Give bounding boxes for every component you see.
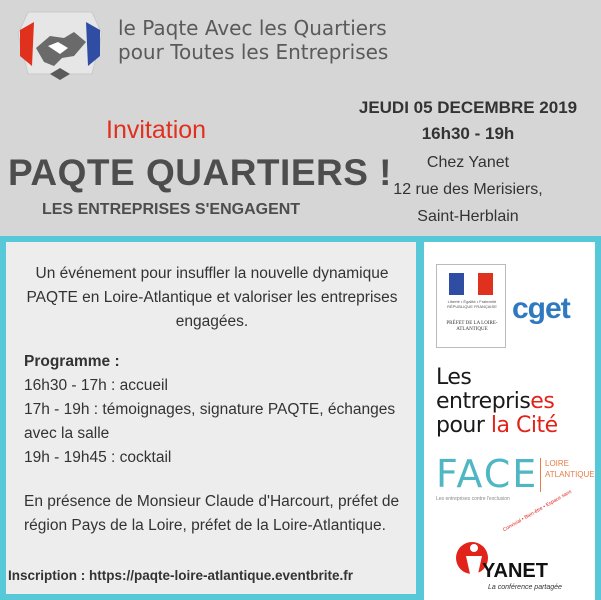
face-tagline: Les entreprises contre l'exclusion — [436, 496, 510, 502]
venue-city: Saint-Herblain — [417, 208, 519, 225]
republique-motto: Liberté • Égalité • Fraternité RÉPUBLIQUE FRANÇAISE — [447, 299, 497, 309]
yanet-tagline: La conférence partagée — [488, 584, 562, 591]
face-region-line1: LOIRE — [545, 459, 570, 468]
programme — [24, 350, 408, 470]
invitation-label: Invitation — [106, 116, 207, 144]
header-band — [0, 0, 601, 236]
intro-text: Un événement pour insuffler la nouvelle dynamique PAQTE en Loire-Atlantique et valoriser les entreprises engagées. — [26, 265, 398, 330]
cget-logo: cget — [512, 292, 570, 325]
venue-street: 12 rue des Merisiers, — [393, 181, 543, 198]
epc-line1: Les — [436, 365, 472, 390]
prefet-logo — [436, 264, 506, 348]
content-box — [6, 242, 416, 594]
sub-title: LES ENTREPRISES S'ENGAGENT — [42, 201, 301, 218]
epc-line2-b: es — [530, 389, 555, 414]
epc-line2-a: entrepris — [436, 389, 531, 414]
event-date: JEUDI 05 DECEMBRE 2019 — [358, 98, 578, 117]
yanet-word: YANET — [482, 560, 548, 582]
programme-item: 16h30 - 17h : accueil — [24, 377, 168, 394]
org-title-line1: le Paqte Avec les Quartiers — [118, 16, 387, 40]
event-time: 16h30 - 19h — [421, 124, 515, 143]
epc-line3 — [436, 414, 596, 438]
epc-line2 — [436, 390, 596, 414]
face-word: FACE — [436, 452, 539, 496]
french-flag-icon — [449, 273, 493, 295]
programme-item: 19h - 19h45 : cocktail — [24, 449, 172, 466]
venue-name: Chez Yanet — [426, 154, 510, 171]
epc-line3-b: la Cité — [490, 413, 558, 438]
programme-title: Programme : — [24, 353, 120, 370]
body-panel — [0, 236, 601, 600]
entreprises-pour-la-cite-logo — [436, 366, 596, 438]
programme-item: 17h - 19h : témoignages, signature PAQTE, échanges avec la salle — [24, 401, 396, 442]
yanet-mini-text: Convivial • Bien-être • Espace sans — [502, 488, 573, 534]
face-region-line2: ATLANTIQUE — [545, 470, 595, 479]
presence-text: En présence de Monsieur Claude d'Harcourt, préfet de région Pays de la Loire, préfet de la Loire-Atlantique. — [24, 493, 400, 534]
org-title — [118, 16, 588, 64]
epc-line3-a: pour — [436, 413, 491, 438]
inscription-link[interactable]: Inscription : https://paqte-loire-atlantique.eventbrite.fr — [8, 568, 354, 583]
prefet-label: PRÉFET DE LA LOIRE-ATLANTIQUE — [446, 321, 498, 332]
partner-logos — [424, 242, 595, 600]
org-title-line2: pour Toutes les Entreprises — [118, 40, 389, 64]
face-region — [540, 458, 595, 492]
event-info — [340, 96, 596, 229]
handshake-logo-icon — [14, 8, 106, 84]
main-title: PAQTE QUARTIERS ! — [8, 152, 392, 193]
